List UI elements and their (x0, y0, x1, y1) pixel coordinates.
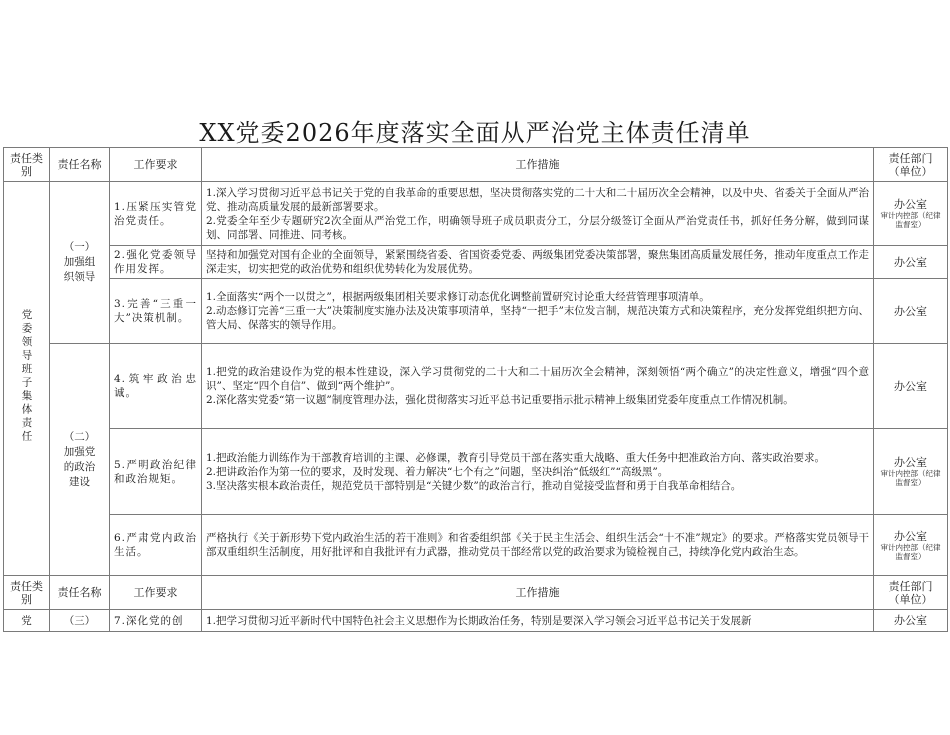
measures-cell: 1.把学习贯彻习近平新时代中国特色社会主义思想作为长期政治任务，特别是要深入学习领会习近平总书记关于发展新 (202, 610, 874, 632)
department-sub: 审计内控部（纪律监督室） (880, 542, 941, 561)
group-cell (50, 182, 110, 344)
header-name: 责任名称 (50, 576, 110, 610)
category-cell (4, 182, 50, 576)
department-cell (874, 182, 948, 246)
measure-item: 坚持和加强党对国有企业的全面领导，紧紧围绕省委、省国资委党委、两级集团党委决策部署，聚焦集团高质量发展任务，推动年度重点工作走深走实，切实把党的政治优势和组织优势转化为发展优势。 (206, 249, 869, 275)
department-name: 办公室 (894, 456, 927, 469)
table-row (4, 344, 948, 429)
measure-item: 2.动态修订完善“三重一大”决策制度实施办法及决策事项清单，坚持“一把手”末位发言制，规范决策方式和决策程序，充分发挥党组织把方向、管大局、保落实的领导作用。 (206, 305, 869, 331)
department-cell (874, 429, 948, 515)
header-category: 责任类别 (4, 576, 50, 610)
measures-cell (202, 429, 874, 515)
department-name: 办公室 (894, 614, 927, 627)
header-requirement: 工作要求 (110, 576, 202, 610)
department-sub: 审计内控部（纪律监督室） (880, 211, 941, 229)
department-name: 办公室 (894, 198, 927, 211)
header-measures: 工作措施 (202, 576, 874, 610)
group-label: （二）加强党的政治建设 (63, 430, 96, 488)
measure-item: 2.把讲政治作为第一位的要求，及时发现、着力解决“七个有之”问题，坚决纠治“低级红”“高级黑”。 (206, 465, 669, 478)
table-row (4, 429, 948, 515)
header-department: 责任部门（单位） (874, 148, 948, 182)
header-department: 责任部门（单位） (874, 576, 948, 610)
group-label: （一）加强组织领导 (63, 241, 96, 283)
department-cell (874, 610, 948, 632)
responsibility-table (3, 147, 948, 632)
measure-item: 1.全面落实“两个一以贯之”，根据两级集团相关要求修订动态优化调整前置研究讨论重大经营管理事项清单。 (206, 291, 710, 303)
requirement-cell: 5.严明政治纪律和政治规矩。 (110, 429, 202, 515)
department-cell (874, 279, 948, 344)
measure-item: 1.把党的政治建设作为党的根本性建设，深入学习贯彻党的二十大和二十届历次全会精神，深刻领悟“两个确立”的决定性意义，增强“四个意识”、坚定“四个自信”、做到“两个维护”。 (206, 366, 869, 392)
table-row (4, 610, 948, 632)
measure-item: 2.深化落实党委“第一议题”制度管理办法，强化贯彻落实习近平总书记重要指示批示精神上级集团党委年度重点工作情况机制。 (206, 394, 794, 406)
category-label: 党委领导班子集体责任 (20, 309, 33, 444)
group-cell: （三） (50, 610, 110, 632)
page-title: XX党委2026年度落实全面从严治党主体责任清单 (199, 119, 751, 147)
category-cell: 党 (4, 610, 50, 632)
measure-item: 1.把政治能力训练作为干部教育培训的主课、必修课，教育引导党员干部在落实重大战略、重大任务中把准政治方向、落实政治要求。 (206, 451, 826, 464)
department-name: 办公室 (894, 529, 927, 543)
department-cell (874, 515, 948, 576)
table-row (4, 279, 948, 344)
table-header-row (4, 148, 948, 182)
department-cell (874, 344, 948, 429)
measure-item: 1.深入学习贯彻习近平总书记关于党的自我革命的重要思想，坚决贯彻落实党的二十大和二十届历次全会精神，以及中央、省委关于全面从严治党、推动高质量发展的最新部署要求。 (206, 186, 869, 213)
measures-cell (202, 246, 874, 279)
department-name: 办公室 (894, 304, 927, 318)
header-name: 责任名称 (50, 148, 110, 182)
requirement-cell: 2.强化党委领导作用发挥。 (110, 246, 202, 279)
measure-item: 严格执行《关于新形势下党内政治生活的若干准则》和省委组织部《关于民主生活会、组织生活会“十不准”规定》的要求。严格落实党员领导干部双重组织生活制度，用好批评和自我批评有力武器，推动党员干部经常以党的政治要求为镜检视自己，持续净化党内政治生态。 (206, 532, 869, 558)
department-cell (874, 246, 948, 279)
requirement-cell: 4.筑牢政治忠诚。 (110, 344, 202, 429)
department-sub: 审计内控部（纪律监督室） (880, 469, 941, 487)
department-name: 办公室 (894, 379, 927, 393)
measures-cell (202, 279, 874, 344)
measures-cell (202, 182, 874, 246)
group-cell (50, 344, 110, 576)
header-category: 责任类别 (4, 148, 50, 182)
header-requirement: 工作要求 (110, 148, 202, 182)
measures-cell (202, 344, 874, 429)
measures-cell (202, 515, 874, 576)
header-measures: 工作措施 (202, 148, 874, 182)
department-name: 办公室 (894, 255, 927, 269)
table-header-row (4, 576, 948, 610)
table-row (4, 515, 948, 576)
requirement-cell: 1.压紧压实管党治党责任。 (110, 182, 202, 246)
measure-item: 3.坚决落实根本政治责任，规范党员干部特别是“关键少数”的政治言行，推动自觉接受监督和勇于自我革命相结合。 (206, 479, 742, 492)
requirement-cell: 7.深化党的创 (110, 610, 202, 632)
measure-item: 2.党委全年至少专题研究2次全面从严治党工作，明确领导班子成员职责分工，分层分级签订全面从严治党责任书，抓好任务分解，做到同谋划、同部署、同推进、同考核。 (206, 214, 869, 241)
requirement-cell: 6.严肃党内政治生活。 (110, 515, 202, 576)
table-row (4, 246, 948, 279)
table-row (4, 182, 948, 246)
requirement-cell: 3.完善“三重一大”决策机制。 (110, 279, 202, 344)
